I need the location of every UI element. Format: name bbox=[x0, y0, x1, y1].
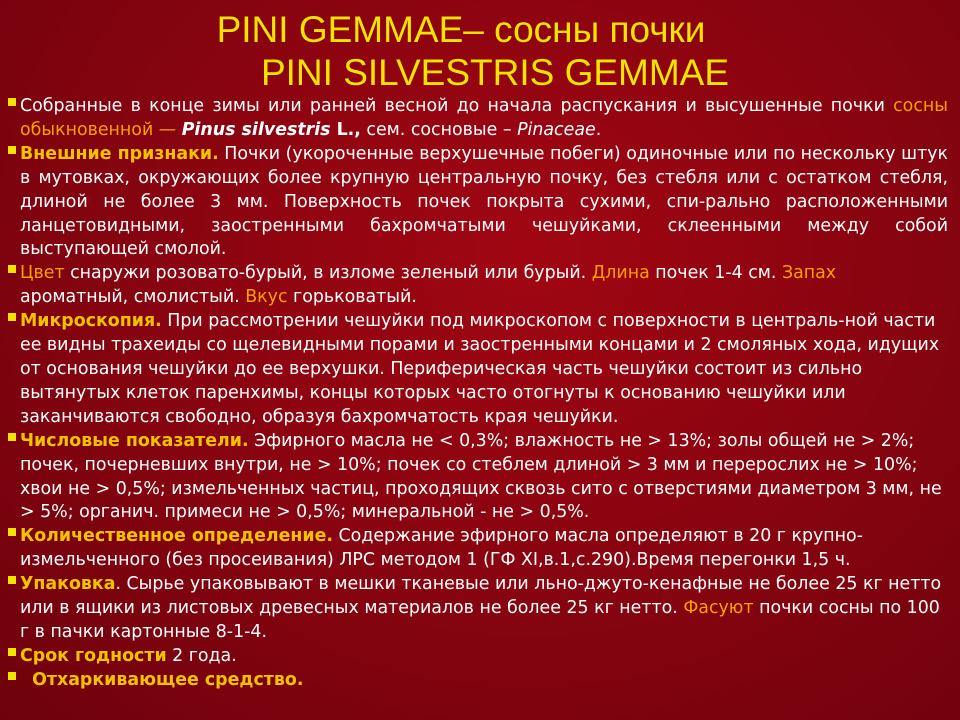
list-item-use bbox=[8, 669, 948, 693]
list-item-microscopy bbox=[8, 310, 948, 430]
latin-name: Pinus silvestris bbox=[181, 119, 331, 140]
smell-text: ароматный, смолистый. bbox=[20, 287, 246, 308]
latin-author: L., bbox=[330, 119, 361, 140]
title-line-2: PINI SILVESTRIS GEMMAE bbox=[260, 52, 730, 93]
packaging-heading: Упаковка bbox=[20, 574, 116, 595]
packing-text: почки сосны по 100 г в пачки картонные 8-1-4. bbox=[20, 598, 940, 642]
numeric-indicators-heading: Числовые показатели. bbox=[20, 430, 249, 451]
quantitative-heading: Количественное определение. bbox=[20, 526, 334, 547]
list-item-color bbox=[8, 262, 948, 310]
external-features-heading: Внешние признаки. bbox=[20, 143, 219, 164]
color-text: снаружи розовато-бурый, в изломе зеленый или бурый. bbox=[64, 263, 592, 284]
taste-text: горьковатый. bbox=[287, 287, 417, 308]
bullet-icon bbox=[8, 98, 16, 106]
quantitative-text: Содержание эфирного масла определяют в 20 г крупно-измельченного (без просеивания) ЛРС методом 1 (ГФ XI,в.1,с.290).Время перегонки 1,5 ч. bbox=[20, 526, 863, 571]
list-item-description bbox=[8, 95, 948, 143]
bullet-icon bbox=[8, 313, 16, 321]
plant-name: сосны обыкновенной — bbox=[20, 96, 948, 140]
slide-content bbox=[8, 95, 948, 693]
microscopy-text: При рассмотрении чешуйки под микроскопом с поверхности в централь-ной части ее видны трахеиды со щелевидными порами и заостренными концами и 2 смоляных хода, идущих от основания чешуйки до ее верхушки. Периферическая часть чешуйки состоит из сильно вытянутых клеток паренхимы, концы которых часто отогнуты к основанию чешуйки или заканчиваются свободно, образуя бахромчатость края чешуйки. bbox=[20, 311, 940, 427]
bullet-icon bbox=[8, 433, 16, 441]
bullet-icon bbox=[8, 576, 16, 584]
microscopy-heading: Микроскопия. bbox=[20, 311, 162, 332]
shelf-life-heading: Срок годности bbox=[20, 645, 167, 666]
packing-label: Фасуют bbox=[683, 598, 754, 619]
packaging-text: . Сырье упаковывают в мешки тканевые или льно-джуто-кенафные не более 25 кг нетто или в ящики из листовых древесных материалов не более 25 кг нетто. bbox=[20, 574, 942, 619]
bullet-icon bbox=[8, 648, 16, 656]
list-item-numeric-indicators bbox=[8, 430, 948, 526]
use-heading: Отхаркивающее средство. bbox=[20, 669, 304, 690]
list-item-shelf-life bbox=[8, 645, 948, 669]
shelf-life-text: 2 года. bbox=[166, 645, 237, 666]
bullet-icon bbox=[8, 146, 16, 154]
bullet-icon bbox=[8, 265, 16, 273]
taste-label: Вкус bbox=[245, 287, 288, 308]
title-line-1: PINI GEMMAE– сосны почки bbox=[216, 9, 706, 50]
list-item-external-features bbox=[8, 143, 948, 263]
family-latin: Pinaceae bbox=[517, 119, 596, 140]
description-text: Собранные в конце зимы или ранней весной до начала распускания и высушенные почки bbox=[20, 96, 894, 116]
length-label: Длина bbox=[591, 263, 650, 284]
external-features-text: Почки (укороченные верхушечные побеги) одиночные или по нескольку штук в мутовках, окружающих более крупную центральную почку, без стебля или с остатком стебля, длиной не более 3 мм. Поверхность почек покрыта сухими, спи-рально расположенными ланцетовидными, заостренными бахромчатыми чешуйками, склеенными между собой выступающей смолой. bbox=[20, 143, 948, 260]
color-label: Цвет bbox=[20, 263, 65, 284]
list-item-quantitative bbox=[8, 525, 948, 573]
bullet-icon bbox=[8, 528, 16, 536]
numeric-indicators-text: Эфирного масла не < 0,3%; влажность не > 13%; золы общей не > 2%; почек, почерневших внутри, не > 10%; почек со стеблем длиной > 3 мм и перерослих не > 10%; хвои не > 0,5%; измельченных частиц, проходящих сквозь сито с отверстиями диаметром 3 мм, не > 5%; органич. примеси не > 0,5%; минеральной - не > 0,5%. bbox=[20, 430, 942, 523]
slide-title bbox=[0, 8, 960, 94]
length-text: почек 1-4 см. bbox=[649, 263, 782, 284]
period-text: . bbox=[595, 119, 602, 140]
list-item-packaging bbox=[8, 573, 948, 645]
bullet-icon bbox=[8, 672, 16, 680]
family-text: сем. сосновые – bbox=[360, 119, 518, 140]
smell-label: Запах bbox=[781, 263, 837, 284]
